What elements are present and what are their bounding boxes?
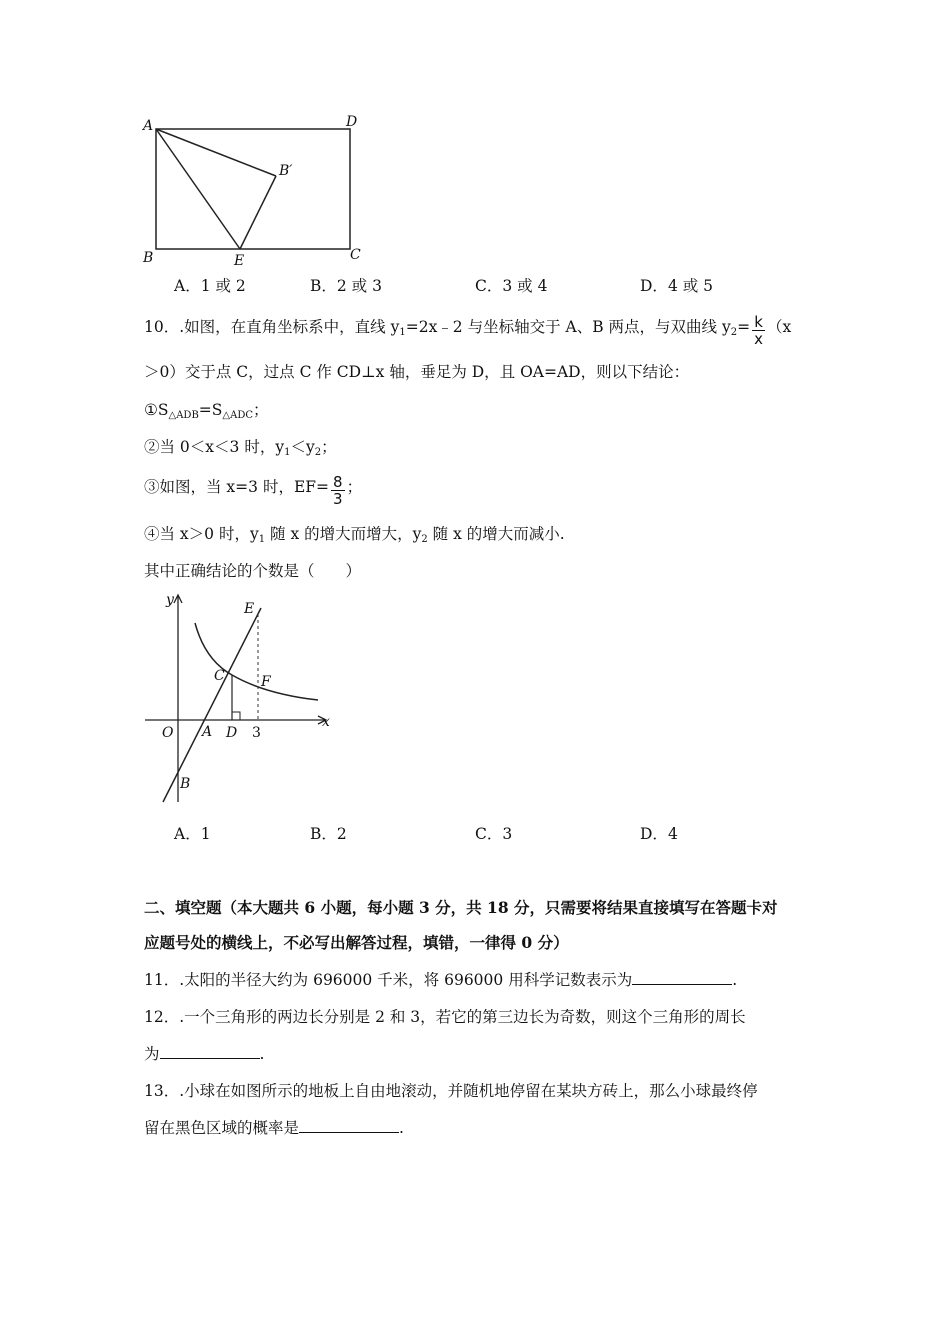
label-c: C [350,247,361,263]
rectangle-fold-figure [140,110,370,270]
q9-option-a[interactable]: A．1 或 2 [174,277,246,295]
label-b: B [180,776,191,792]
label-d: D [346,114,358,130]
q10-option-a[interactable]: A．1 [174,825,211,843]
label-x: x [322,714,330,730]
segment-b-prime-e [240,176,276,249]
q12-line2: 为 . [144,1045,265,1063]
coordinate-graph-figure [140,590,340,810]
q9-option-c[interactable]: C．3 或 4 [475,277,548,295]
hyperbola-y2 [195,623,318,700]
label-e: E [244,601,255,617]
fraction-k-over-x: $\frac{k}{x}$ [754,313,763,348]
q10-stem-line2: ＞0）交于点 C，过点 C 作 CD⊥x 轴，垂足为 D，且 OA=AD，则以下结论： [144,363,690,381]
q10-stem-line1: 10．.如图，在直角坐标系中，直线 $y_1=2x﹣2$ 与坐标轴交于 A、B 两点，与双曲线 $y_2=$ $\frac{k}{x}$ （x [144,313,792,348]
q10-option-d[interactable]: D．4 [640,825,678,843]
segment-ae [156,129,240,249]
label-a: A [202,724,213,740]
segment-ab-prime [156,129,276,176]
label-y: y [166,592,174,608]
q12-answer-blank[interactable] [160,1044,260,1059]
label-e: E [234,253,245,269]
fraction-eight-thirds: $\frac{8}{3}$ [333,473,343,508]
q9-option-d[interactable]: D．4 或 5 [640,277,714,295]
q11: 11．.太阳的半径大约为 696000 千米，将 696000 用科学记数表示为 . [144,971,738,989]
q10-statement-4: ④当 x＞0 时，$y_1$ 随 x 的增大而增大，$y_2$ 随 x 的增大而减小. [144,525,565,545]
rectangle-abcd [156,129,350,249]
section2-heading-line2: 应题号处的横线上，不必写出解答过程，填错，一律得 0 分） [144,933,569,952]
q10-statement-2: ②当 0＜x＜3 时，$y_1<y_2$； [144,438,337,458]
q12-line1: 12．.一个三角形的两边长分别是 2 和 3，若它的第三边长为奇数，则这个三角形的周长 [144,1008,746,1026]
q10-question: 其中正确结论的个数是（ ） [144,562,362,580]
q13-line2: 留在黑色区域的概率是 . [144,1119,404,1137]
label-c: C [214,668,225,684]
q10-option-b[interactable]: B．2 [310,825,347,843]
section2-heading-line1: 二、填空题（本大题共 6 小题，每小题 3 分，共 18 分，只需要将结果直接填写在答题卡对 [144,898,778,917]
q9-option-b[interactable]: B．2 或 3 [310,277,382,295]
q13-line1: 13．.小球在如图所示的地板上自由地滚动，并随机地停留在某块方砖上，那么小球最终停 [144,1082,758,1100]
label-d: D [226,725,238,741]
q10-statement-1: $①S_{\triangle ADB}=S_{\triangle ADC}$； [144,401,269,421]
label-a: A [143,118,154,134]
right-angle-mark [232,712,240,720]
q10-option-c[interactable]: C．3 [475,825,513,843]
label-b: B [143,250,154,266]
label-f: F [261,674,271,690]
q13-answer-blank[interactable] [299,1118,399,1133]
label-three: 3 [252,725,261,741]
q11-answer-blank[interactable] [632,970,732,985]
q10-statement-3: ③如图，当 x=3 时，EF= $\frac{8}{3}$ ； [144,473,363,508]
label-o: O [162,725,174,741]
label-b-prime: B′ [279,163,293,179]
